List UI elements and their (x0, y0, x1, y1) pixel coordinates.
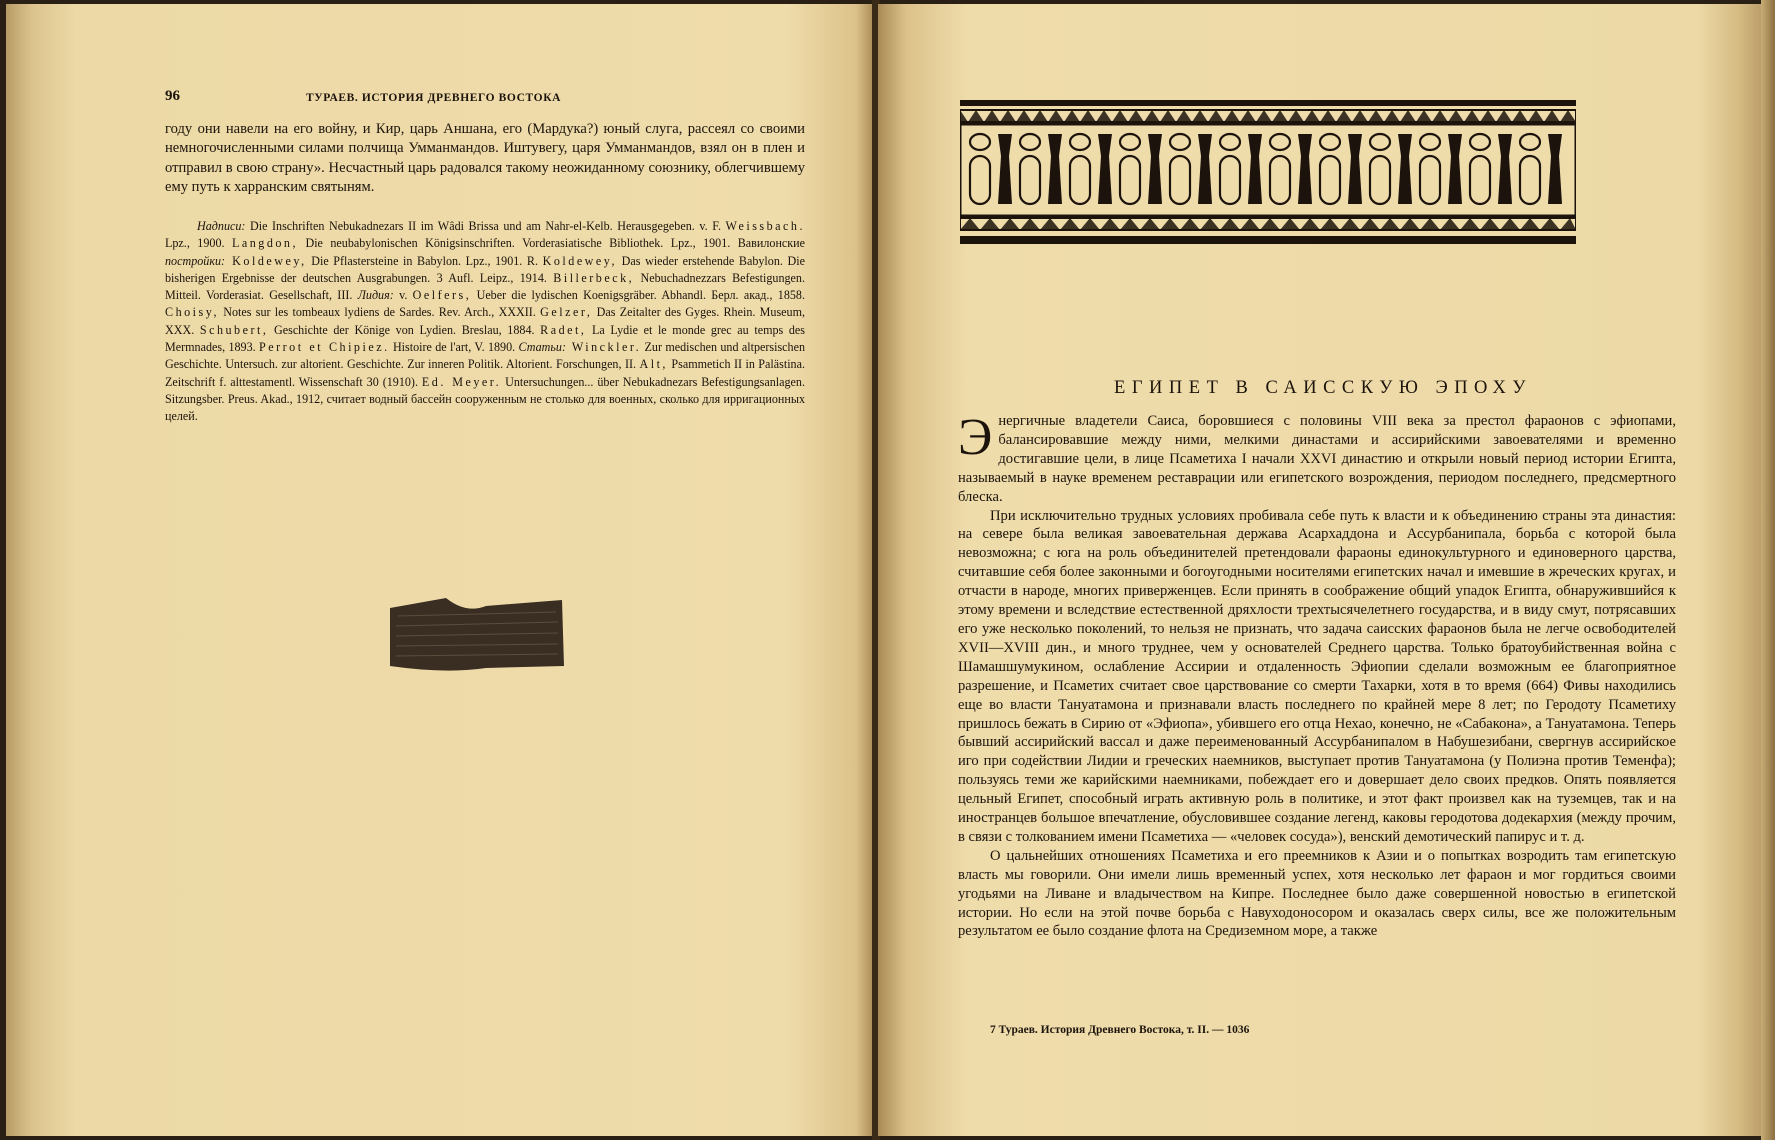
paragraph-1: нергичные владетели Саиса, боровшиеся с половины VIII века за престол фараонов с эфиопами, балансировавшие между ними, мелкими династами и ассирийскими завоевателями и временно достигавшие цели, в лице Псаметиха I начали XXVI династию и открыли новый период истории Египта, называемый в науке временем реставрации или египетского возрождения, периодом последнего, предсмертного блеска. (958, 413, 1676, 505)
page-footer: 7 Тураев. История Древнего Востока, т. II. — 1036 (990, 1024, 1250, 1036)
running-head: ТУРАЕВ. ИСТОРИЯ ДРЕВНЕГО ВОСТОКА (306, 92, 562, 104)
right-page (878, 4, 1768, 1136)
drop-cap: Э (958, 409, 993, 466)
left-paragraph: году они навели на его войну, и Кир, царь Аншана, его (Мардука?) юный слуга, рассеял со своими немногочисленными силами полчища Умманмандов. Иштувегу, царя Умманмандов, взял он в плен и отправил в свою страну». Несчастный царь радовался такому неожиданному союзнику, облегчившему ему путь к харранским святыням. (165, 121, 805, 195)
chapter-heading: ЕГИПЕТ В САИССКУЮ ЭПОХУ (1114, 378, 1532, 398)
paragraph-3: О цальнейших отношениях Псаметиха и его преемников к Азии и о попытках возродить там египетскую власть мы говорили. Они имели лишь временный успех, хотя несколько лет фараон и мог гордиться своими угодьями на Ливане и владычеством на Кипре. Последнее было даже совершенной новостью в египетской истории. Но если на этой почве борьба с Навуходоносором и оказалась сверх силы, все же положительным результатом ее было создание флота на Средиземном море, а также (958, 847, 1676, 940)
right-body-text (958, 409, 1676, 941)
page-number: 96 (165, 88, 180, 104)
paragraph-2: При исключительно трудных условиях пробивала себе путь к власти и к объединению страны эта династия: на севере была великая завоевательная держава Асархаддона и Ассурбанипала, борьба с которой была невозможна; с юга на роль объединителей претендовали фараоны единокультурного и единоверного царства, считавшие себя более законными и богоугодными носителями египетских начал и имевшие в жреческих кругах, и отчасти в народе, многих приверженцев. Если принять в соображение общий упадок Египта, обнаружившийся к этому времени и вследствие естественной дряхлости трехтысячелетнего государства, и в виду смут, потрясавших его уже несколько поколений, то нельзя не признать, что задача саисских фараонов была не легче освободителей XVII—XVIII дин., и много труднее, чем у основателей Среднего царства. Только братоубийственная война с Шамашшумукином, ослабление Ассирии и отдаленность Эфиопии сделали возможным ее благоприятное разрешение, и Псаметих считает свое царствование со смерти Тахарки, хотя в то время (664) Фивы находились еще во власти Тануатамона и признавали власть последнего по крайней мере 8 лет; по Геродоту Псаметиху пришлось бежать в Сирию от «Эфиопа», убившего его отца Нехао, конечно, не «Сабакона», а Тануатамона. Теперь бывший ассирийский вассал и даже переименованный Ассурбанипалом в Набушезибани, свергнув ассирийское иго при содействии Лидии и греческих наемников, выступает против Тануатамона (у Полиэна против Теменфа); пользуясь теми же карийскими наемниками, побеждает его и довершает дело своих предков. Опять появляется цельный Египет, способный играть активную роль в политике, и этот факт произвел как на туземцев, так и на иностранцев большое впечатление, обусловившее создание легенд, каковы геродотова додекархия (между прочим, в связи с толкованием имени Псаметиха — «человек сосуда»), венский демотический папирус и т. д. (958, 507, 1676, 845)
clay-tablet-illustration (386, 596, 566, 672)
left-page (6, 4, 874, 1136)
bibliography: Надписи: Die Inschriften Nebukadnezars II im Wâdi Brissa und am Nahr-el-Kelb. Herausgegeben. v. F. Weissbach. Lpz., 1900. Langdon, Die neubabylonischen Königsinschriften. Vorderasiatische Bibliothek. Lpz., 1901. Вавилонские постройки: Koldewey, Die Pflastersteine in Babylon. Lpz., 1901. R. Koldewey, Das wieder erstehende Babylon. Die bisherigen Ergebnisse der deutschen Ausgrabungen. 3 Aufl. Leipz., 1914. Billerbeck, Nebuchadnezzars Befestigungen. Mitteil. Vorderasiat. Gesellschaft, III. Лидия: v. Oelfers, Ueber die lydischen Koenigsgräber. Abhandl. Берл. акад., 1858. Choisy, Notes sur les tombeaux lydiens de Sardes. Rev. Arch., XXXII. Gelzer, Das Zeitalter des Gyges. Rhein. Museum, XXX. Schubert, Geschichte der Könige von Lydien. Breslau, 1884. Radet, La Lydie et le monde grec au temps des Mermnades, 1893. Perrot et Chipiez. Histoire de l'art, V. 1890. Статьи: Winckler. Zur medischen und altpersischen Geschichte. Untersuch. zur altorient. Geschichte. Zur inneren Politik. Altorient. Forschungen, II. Alt, Psammetich II in Palästina. Zeitschrift f. alttestamentl. Wissenschaft 30 (1910). Ed. Meyer. Untersuchungen... über Nebukadnezars Befestigungsanlagen. Sitzungsber. Preus. Akad., 1912, считает водный бассейн сооруженным не столько для военных, сколько для ирригационных целей. (165, 219, 806, 424)
egyptian-frieze-ornament (960, 100, 1576, 244)
book-edge (1761, 0, 1775, 1140)
